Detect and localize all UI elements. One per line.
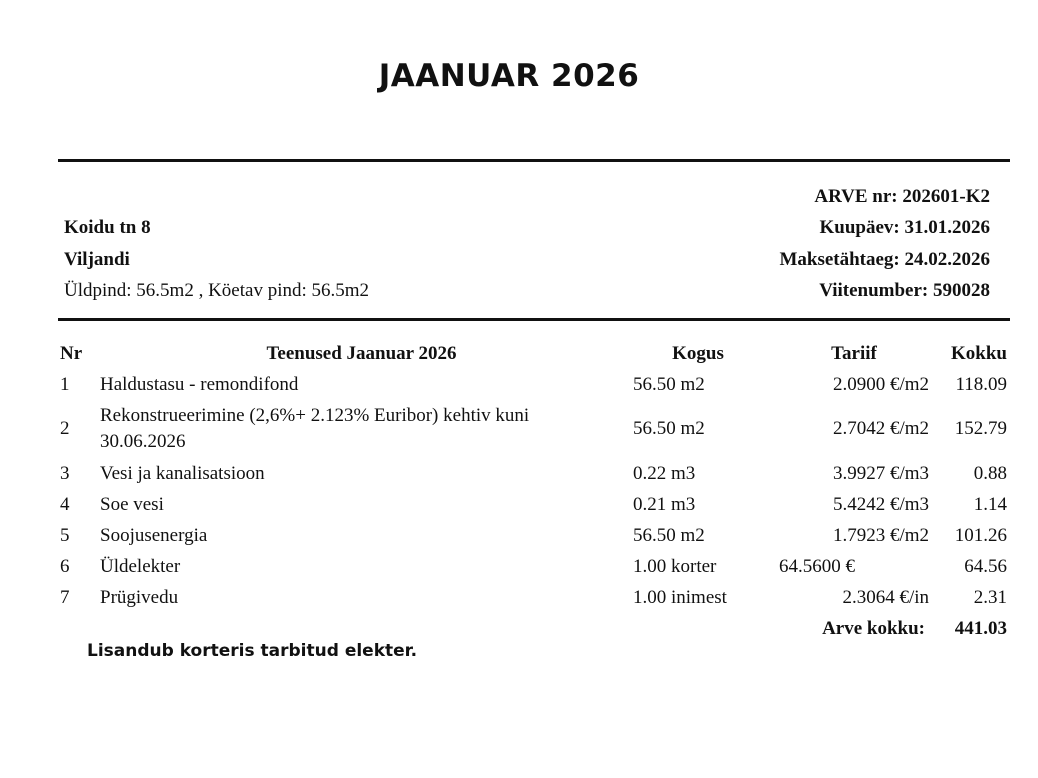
- row-quantity: 56.50 m2: [633, 373, 705, 395]
- row-total: 2.31: [973, 586, 1007, 608]
- table-row: [58, 582, 1010, 613]
- row-nr: 6: [60, 555, 70, 577]
- row-service: Üldelekter: [100, 555, 181, 577]
- table-row: [58, 400, 1010, 458]
- row-tariff: 1.7923 €/m2: [832, 524, 929, 546]
- row-quantity: 56.50 m2: [633, 524, 705, 546]
- total-row: [58, 613, 1010, 644]
- row-quantity: 0.22 m3: [633, 462, 696, 484]
- table-row: [58, 551, 1010, 582]
- table-row: [58, 369, 1010, 400]
- row-quantity: 56.50 m2: [633, 418, 705, 439]
- middle-divider: [58, 318, 1010, 321]
- row-tariff: 2.3064 €/in: [842, 586, 929, 608]
- row-tariff: 3.9927 €/m3: [832, 462, 929, 484]
- invoice-total-value: 441.03: [954, 617, 1007, 639]
- table-row: [58, 520, 1010, 551]
- row-quantity: 0.21 m3: [633, 493, 696, 515]
- row-nr: 4: [60, 493, 70, 515]
- row-total: 64.56: [964, 555, 1007, 577]
- row-total: 1.14: [973, 493, 1007, 515]
- header-tariff: Tariif: [831, 342, 877, 364]
- table-header-row: [58, 338, 1010, 369]
- row-quantity: 1.00 inimest: [633, 586, 727, 608]
- table-row: [58, 489, 1010, 520]
- row-nr: 3: [60, 462, 70, 484]
- invoice-reference: Viitenumber: 590028: [819, 280, 990, 301]
- address-city: Viljandi: [64, 249, 130, 270]
- row-service: Rekonstrueerimine (2,6%+ 2.123% Euribor) kehtiv kuni 30.06.2026: [100, 405, 530, 452]
- row-service: Vesi ja kanalisatsioon: [100, 462, 265, 484]
- invoice-total-label: Arve kokku:: [822, 617, 925, 639]
- header-quantity: Kogus: [672, 342, 724, 364]
- header-total: Kokku: [951, 342, 1007, 364]
- row-quantity: 1.00 korter: [633, 555, 717, 577]
- header-service: Teenused Jaanuar 2026: [266, 342, 457, 364]
- row-tariff: 5.4242 €/m3: [832, 493, 929, 515]
- row-tariff: 2.0900 €/m2: [832, 373, 929, 395]
- row-service: Haldustasu - remondifond: [100, 373, 299, 395]
- invoice-number: ARVE nr: 202601-K2: [814, 186, 990, 207]
- row-tariff: 64.5600 €: [779, 555, 855, 577]
- services-table: [58, 338, 1010, 644]
- row-total: 152.79: [954, 418, 1007, 439]
- address-area: Üldpind: 56.5m2 , Köetav pind: 56.5m2: [64, 280, 370, 301]
- invoice-due-date: Maksetähtaeg: 24.02.2026: [779, 249, 990, 270]
- row-nr: 2: [60, 418, 70, 439]
- table-row: [58, 458, 1010, 489]
- top-divider: [58, 159, 1010, 162]
- row-nr: 5: [60, 524, 70, 546]
- row-total: 118.09: [955, 373, 1007, 395]
- row-nr: 7: [60, 586, 70, 608]
- address-street: Koidu tn 8: [64, 217, 151, 238]
- row-tariff: 2.7042 €/m2: [832, 418, 929, 439]
- electricity-note: Lisandub korteris tarbitud elekter.: [87, 641, 418, 661]
- invoice-date: Kuupäev: 31.01.2026: [819, 217, 990, 238]
- row-nr: 1: [60, 373, 70, 395]
- row-service: Soe vesi: [100, 493, 164, 515]
- row-service: Soojusenergia: [100, 524, 208, 546]
- row-total: 101.26: [954, 524, 1007, 546]
- row-total: 0.88: [973, 462, 1007, 484]
- row-service: Prügivedu: [100, 586, 179, 608]
- page-title: JAANUAR 2026: [378, 58, 640, 94]
- header-nr: Nr: [60, 342, 83, 364]
